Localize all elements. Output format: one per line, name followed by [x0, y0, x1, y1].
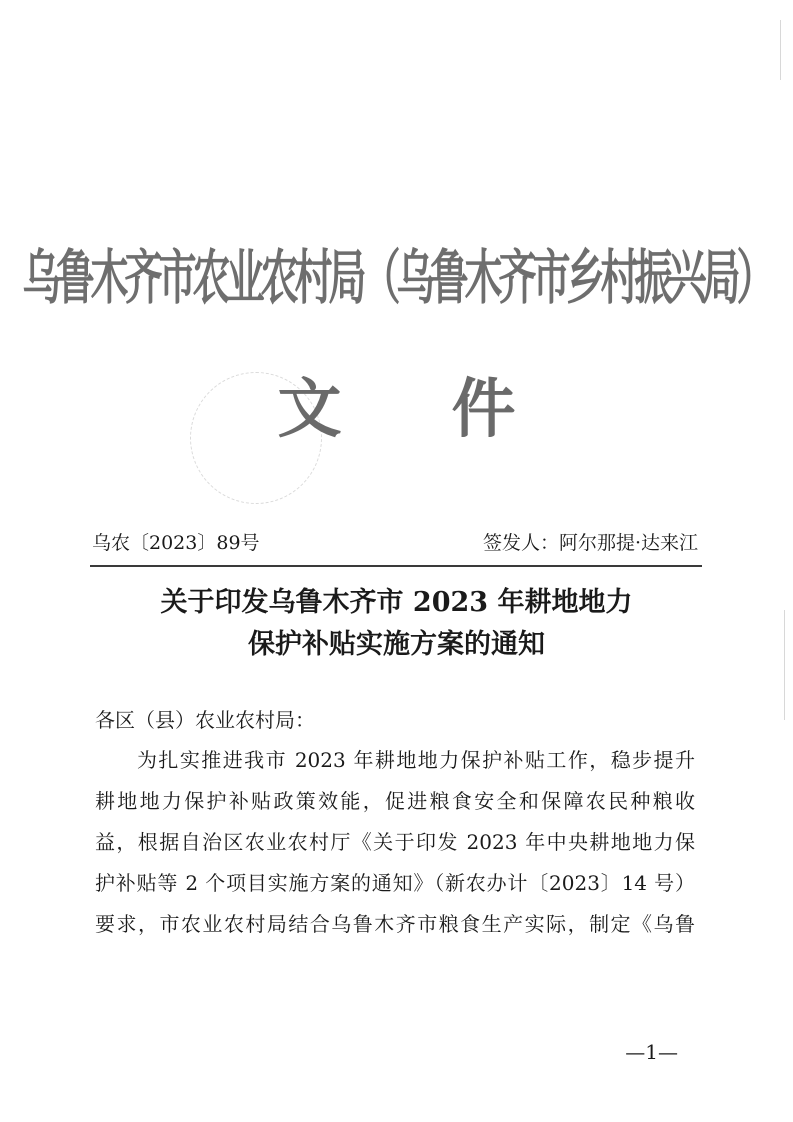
- document-number: 乌农〔2023〕89号: [92, 532, 260, 554]
- body-line: 护补贴等 2 个项目实施方案的通知》（新农办计〔2023〕14 号）: [95, 871, 695, 895]
- header-divider: [90, 565, 702, 567]
- body-line: 益，根据自治区农业农村厅《关于印发 2023 年中央耕地地力保: [95, 830, 695, 854]
- body-line: 要求，市农业农村局结合乌鲁木齐市粮食生产实际，制定《乌鲁: [95, 912, 695, 936]
- meta-row: [92, 528, 698, 558]
- body-text: [95, 740, 695, 945]
- document-label: 文件: [277, 373, 626, 447]
- body-line: 为扎实推进我市 2023 年耕地地力保护补贴工作，稳步提升: [137, 748, 695, 772]
- signer: 签发人：阿尔那提·达来江: [482, 532, 698, 554]
- document-title: [0, 582, 793, 666]
- scan-edge-mark: [780, 20, 781, 80]
- title-line-2: 保护补贴实施方案的通知: [248, 629, 545, 660]
- issuer-name: 乌鲁木齐市农业农村局（乌鲁木齐市乡村振兴局）: [22, 243, 771, 313]
- page-number: —1—: [625, 1040, 678, 1064]
- salutation: 各区（县）农业农村局：: [95, 708, 315, 732]
- body-line: 耕地地力保护补贴政策效能，促进粮食安全和保障农民种粮收: [95, 789, 695, 813]
- title-line-1: 关于印发乌鲁木齐市 2023 年耕地地力: [160, 587, 633, 618]
